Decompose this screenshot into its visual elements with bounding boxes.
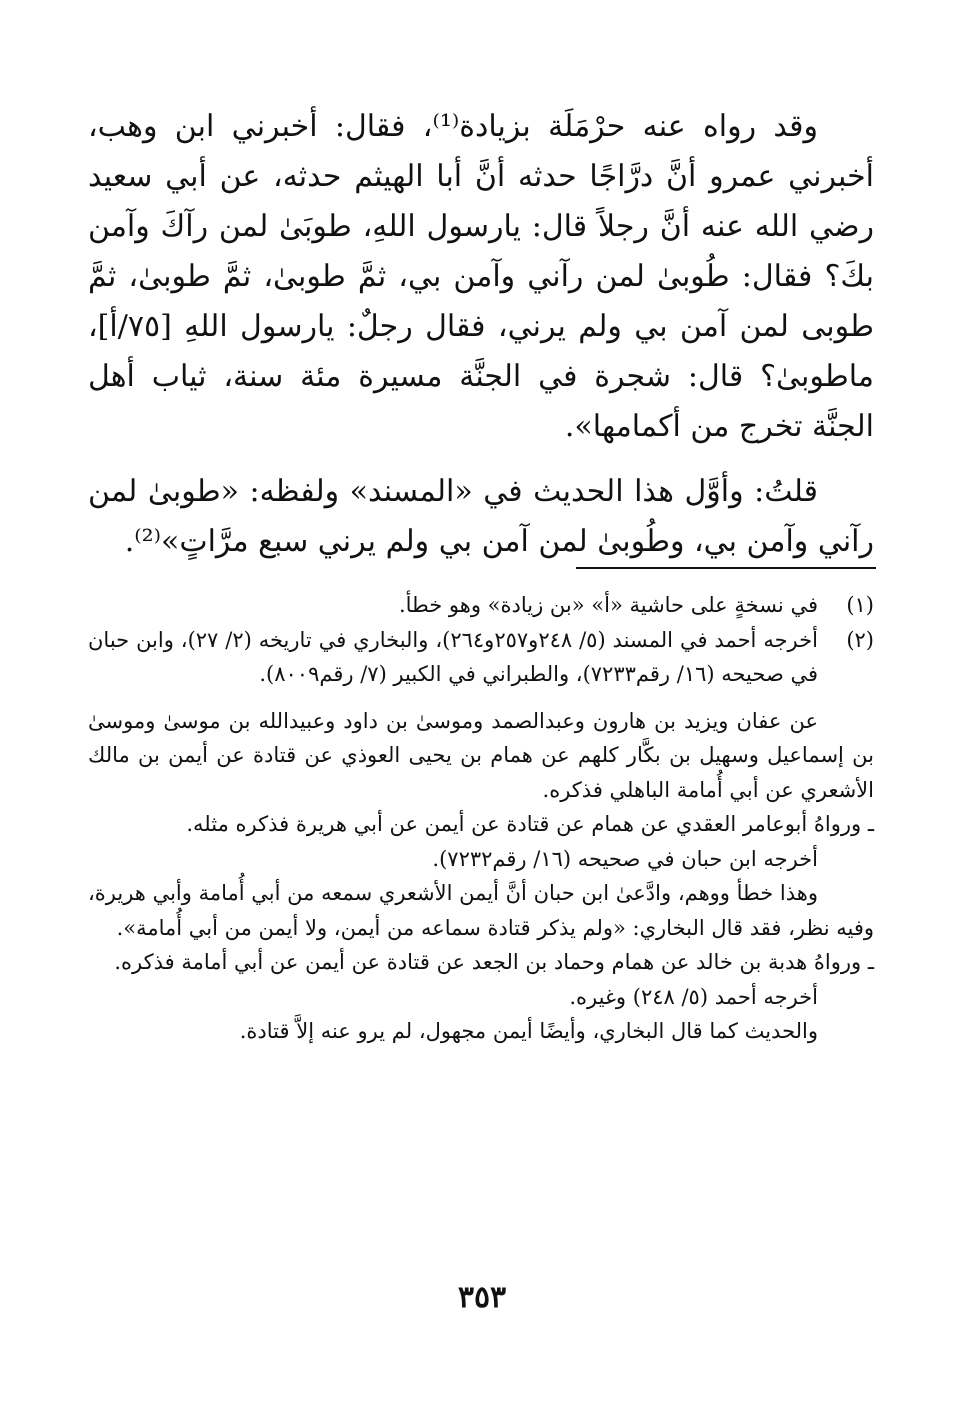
main-text [88, 102, 874, 567]
footnote-divider [576, 567, 876, 569]
commentary-paragraph: والحديث كما قال البخاري، وأيضًا أيمن مجهول، لم يرو عنه إلاَّ قتادة. [239, 1019, 818, 1043]
paragraph-hadith-narration: وقد رواه عنه حرْمَلَة بزيادة⁽¹⁾، فقال: أخبرني ابن وهب، أخبرني عمرو أنَّ درَّاجًا حدثه أنَّ أبا الهيثم حدثه، عن أبي سعيد رضي الله عنه أنَّ رجلاً قال: يارسول اللهِ، طوبَىٰ لمن رآكَ وآمن بكَ؟ فقال: طُوبىٰ لمن رآني وآمن بي، ثمَّ طوبىٰ، ثمَّ طوبىٰ، ثمَّ طوبى لمن آمن بي ولم يرني، فقال رجلٌ: يارسول اللهِ [٧٥/أ]، ماطوبىٰ؟ قال: شجرة في الجنَّة مسيرة مئة سنة، ثياب أهل الجنَّة تخرج من أكمامها». [88, 109, 874, 444]
footnote-2-commentary [88, 704, 874, 1049]
footnote-text: أخرجه أحمد في المسند (٥/ ٢٤٨و٢٥٧و٢٦٤)، والبخاري في تاريخه (٢/ ٢٧)، وابن حبان في صحيحه (١٦/ رقم٧٢٣٣)، والطبراني في الكبير (٧/ رقم٨٠٠٩). [88, 627, 818, 686]
footnote-number: (٢) [846, 627, 874, 652]
footnote-number: (١) [846, 593, 874, 617]
commentary-paragraph: وهذا خطأ ووهم، وادَّعىٰ ابن حبان أنَّ أيمن الأشعري سمعه من أبي أُمامة وأبي هريرة، وفيه نظر، فقد قال البخاري: «ولم يذكر قتادة سماعه من أيمن، ولا أيمن من أبي أُمامة». [88, 881, 874, 940]
commentary-paragraph: ـ ورواهُ أبوعامر العقدي عن همام عن قتادة عن أيمن عن أبي هريرة فذكره مثله. [186, 812, 874, 836]
footnote-text: في نسخةٍ على حاشية «أ» «بن زيادة» وهو خطأ. [398, 593, 818, 617]
commentary-paragraph: أخرجه أحمد (٥/ ٢٤٨) وغيره. [569, 984, 818, 1009]
page-number: ٣٥٣ [457, 1280, 507, 1315]
paragraph-author-note: قلتُ: وأوَّل هذا الحديث في «المسند» ولفظه: «طوبىٰ لمن رآني وآمن بي، وطُوبىٰ لمن آمن بي ولم يرني سبع مرَّاتٍ»⁽²⁾. [88, 474, 874, 559]
commentary-paragraph: عن عفان ويزيد بن هارون وعبدالصمد وموسىٰ بن داود وعبيدالله بن موسىٰ وموسىٰ بن إسماعيل وسهيل بن بكَّار كلهم عن همام بن يحيى العوذي عن قتادة عن أيمن بن مالك الأشعري عن أبي أُمامة الباهلي فذكره. [88, 708, 874, 802]
footnote-2 [88, 623, 874, 692]
commentary-paragraph: ـ ورواهُ هدبة بن خالد عن همام وحماد بن الجعد عن قتادة عن أيمن عن أبي أمامة فذكره. [114, 950, 874, 974]
footnotes [88, 588, 874, 1049]
footnote-1 [88, 588, 874, 623]
commentary-paragraph: أخرجه ابن حبان في صحيحه (١٦/ رقم٧٢٣٢). [432, 846, 818, 871]
